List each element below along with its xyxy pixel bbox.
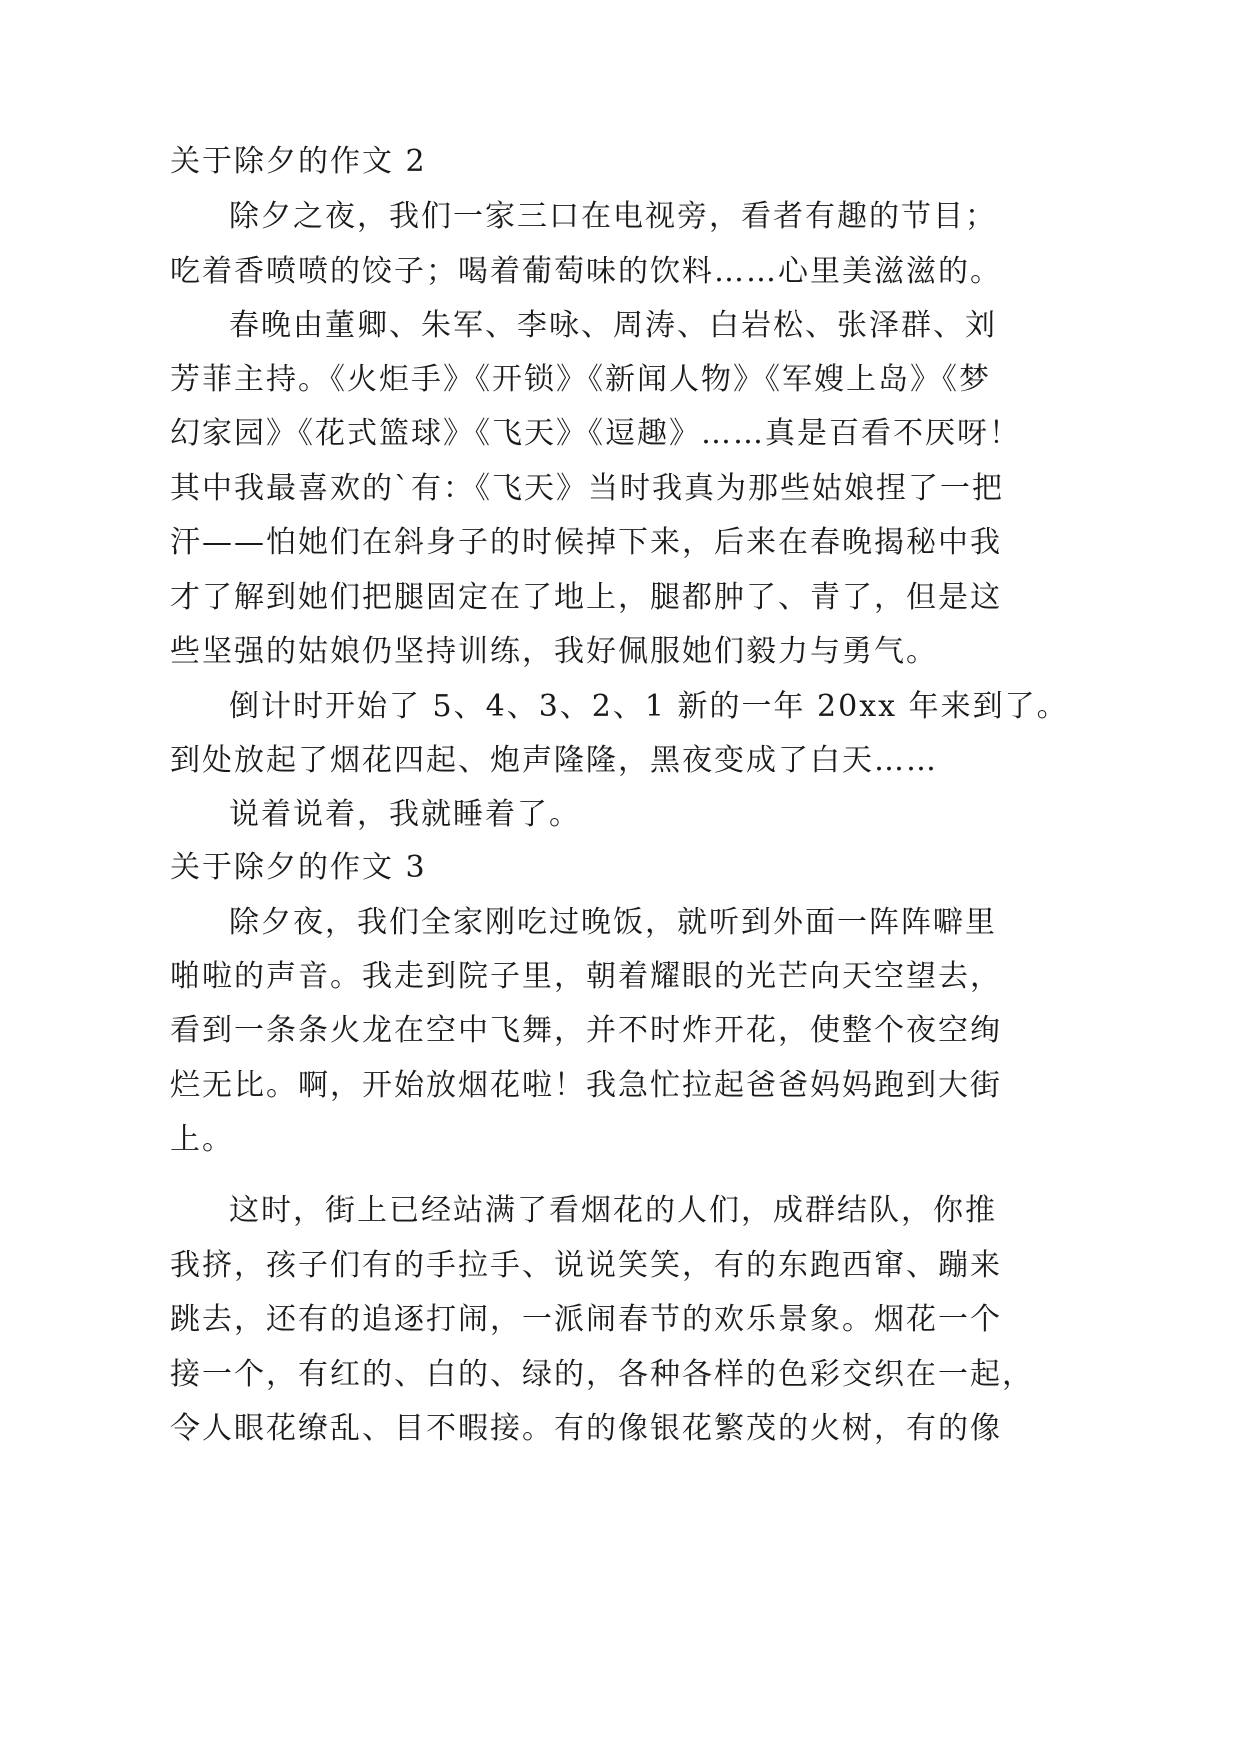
paragraph-line: 其中我最喜欢的`有：《飞天》当时我真为那些姑娘捏了一把	[170, 471, 1004, 506]
paragraph-line: 接一个，有红的、白的、绿的，各种各样的色彩交织在一起，	[170, 1357, 1034, 1392]
paragraph-line: 令人眼花缭乱、目不暇接。有的像银花繁茂的火树，有的像	[170, 1411, 1002, 1446]
paragraph-line: 倒计时开始了 5、4、3、2、1 新的一年 20xx 年来到了。	[229, 689, 1069, 724]
paragraph-line: 汗——怕她们在斜身子的时候掉下来，后来在春晚揭秘中我	[170, 525, 1002, 560]
heading-essay-2: 关于除夕的作文 2	[170, 144, 427, 179]
paragraph-line: 烂无比。啊，开始放烟花啦！我急忙拉起爸爸妈妈跑到大街	[170, 1068, 1002, 1103]
paragraph-line: 除夕夜，我们全家刚吃过晚饭，就听到外面一阵阵噼里	[229, 905, 997, 940]
paragraph-line: 幻家园》《花式篮球》《飞天》《逗趣》……真是百看不厌呀！	[170, 416, 1021, 451]
paragraph-line: 才了解到她们把腿固定在了地上，腿都肿了、青了，但是这	[170, 580, 1002, 615]
paragraph-line: 到处放起了烟花四起、炮声隆隆，黑夜变成了白天……	[170, 743, 938, 778]
paragraph-line: 这时，街上已经站满了看烟花的人们，成群结队，你推	[229, 1193, 997, 1228]
paragraph-line: 啪啦的声音。我走到院子里，朝着耀眼的光芒向天空望去，	[170, 959, 1002, 994]
heading-essay-3: 关于除夕的作文 3	[170, 850, 427, 885]
paragraph-line: 除夕之夜，我们一家三口在电视旁，看者有趣的节目；	[229, 199, 997, 234]
paragraph-line: 说着说着，我就睡着了。	[229, 797, 581, 832]
paragraph-line: 春晚由董卿、朱军、李咏、周涛、白岩松、张泽群、刘	[229, 308, 997, 343]
paragraph-line: 看到一条条火龙在空中飞舞，并不时炸开花，使整个夜空绚	[170, 1013, 1002, 1048]
paragraph-line: 吃着香喷喷的饺子；喝着葡萄味的饮料……心里美滋滋的。	[170, 254, 1002, 289]
paragraph-line: 上。	[170, 1122, 234, 1157]
paragraph-line: 些坚强的姑娘仍坚持训练，我好佩服她们毅力与勇气。	[170, 634, 938, 669]
paragraph-line: 芳菲主持。《火炬手》《开锁》《新闻人物》《军嫂上岛》《梦	[170, 362, 991, 397]
paragraph-line: 我挤，孩子们有的手拉手、说说笑笑，有的东跑西窜、蹦来	[170, 1248, 1002, 1283]
paragraph-line: 跳去，还有的追逐打闹，一派闹春节的欢乐景象。烟花一个	[170, 1302, 1002, 1337]
